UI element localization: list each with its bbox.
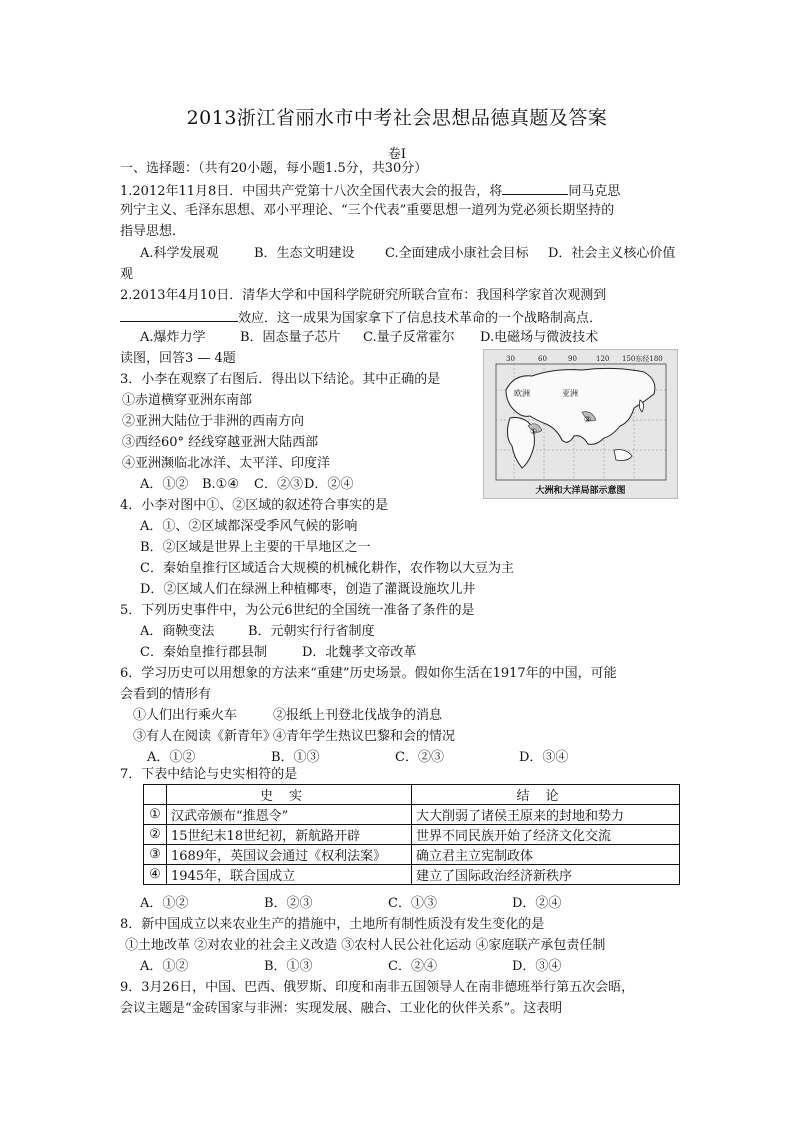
option-d: D．北魏孝文帝改革 — [302, 645, 417, 660]
question-6-options — [147, 749, 568, 767]
option-a: A．①② — [140, 959, 189, 974]
option-d: D.电磁场与微波技术 — [480, 330, 599, 345]
page-title: 2013浙江省丽水市中考社会思想品德真题及答案 — [186, 107, 608, 129]
column-header-fact: 史实 — [167, 785, 412, 805]
question-1-text-a: 1.2012年11月8日．中国共产党第十八次全国代表大会的报告，将 — [120, 184, 503, 199]
row-fact: 1689年，英国议会通过《权利法案》 — [167, 845, 412, 865]
answer-blank — [502, 181, 568, 195]
question-8-stem: 8．新中国成立以来农业生产的措施中，土地所有制性质没有发生变化的是 — [120, 917, 545, 932]
answer-blank — [120, 308, 238, 322]
row-number: ④ — [144, 865, 167, 885]
longitude-tick: 60 — [538, 355, 547, 363]
longitude-tick: 90 — [568, 355, 577, 363]
question-9-line-1: 9．3月26日，中国、巴西、俄罗斯、印度和南非五国领导人在南非德班举行第五次会晤， — [120, 980, 635, 995]
row-fact: 15世纪末18世纪初，新航路开辟 — [167, 825, 412, 845]
option-b: B．①③ — [264, 959, 313, 974]
table-row — [144, 805, 680, 825]
section-heading: 一、选择题：（共有20小题，每小题1.5分，共30分） — [120, 161, 428, 176]
region-2-label: ② — [584, 415, 592, 424]
question-7-options — [140, 895, 561, 913]
question-4-stem: 4．小李对图中①、②区域的叙述符合事实的是 — [120, 498, 389, 513]
option-c: C.量子反常霍尔 — [363, 330, 455, 345]
paper-part-label: 卷Ⅰ — [387, 147, 407, 162]
table-header-row — [144, 785, 680, 805]
option-b: B.①④ — [202, 477, 239, 492]
row-number: ② — [144, 825, 167, 845]
row-conclusion: 确立君主立宪制政体 — [412, 845, 680, 865]
option-c: C.全面建成小康社会目标 — [385, 246, 529, 261]
question-6-item-2: ②报纸上刊登北伐战争的消息 — [273, 708, 443, 723]
option-c: C．②③ — [254, 477, 303, 492]
row-fact: 1945年，联合国成立 — [167, 865, 412, 885]
question-6-item-4: ④青年学生热议巴黎和会的情况 — [273, 729, 456, 744]
question-6-item-3: ③有人在阅读《新青年》 — [133, 729, 277, 744]
question-1-options — [140, 245, 675, 263]
question-2-line-1: 2.2013年4月10日．清华大学和中国科学院研究所联合宣布：我国科学家首次观测到 — [120, 288, 607, 303]
question-6-items-row-2 — [133, 728, 455, 746]
row-conclusion: 大大削弱了诸侯王原来的封地和势力 — [412, 805, 680, 825]
question-5-options-row-1 — [140, 623, 375, 641]
table-row — [144, 825, 680, 845]
question-6-item-1: ①人们出行乘火车 — [133, 708, 238, 723]
longitude-tick: 30 — [506, 355, 515, 363]
history-table — [143, 784, 680, 885]
question-4-option-c: C．秦始皇推行区域适合大规模的机械化耕作，农作物以大豆为主 — [140, 561, 514, 576]
question-5-options-row-2 — [140, 644, 416, 662]
question-8-options — [140, 958, 561, 976]
option-b: B．固态量子芯片 — [240, 330, 341, 345]
question-6-line-2: 会看到的情形有 — [120, 687, 212, 702]
longitude-tick: 120 — [596, 355, 610, 363]
option-d: D．③④ — [512, 959, 562, 974]
map-caption: 大洲和大洋局部示意图 — [535, 486, 626, 496]
question-7-stem: 7．下表中结论与史实相符的是 — [120, 767, 298, 782]
question-5-stem: 5．下列历史事件中，为公元6世纪的全国统一准备了条件的是 — [120, 603, 475, 618]
question-4-option-b: B．②区域是世界上主要的干旱地区之一 — [140, 540, 371, 555]
row-conclusion: 建立了国际政治经济新秩序 — [412, 865, 680, 885]
question-3-item-3: ③西经60° 经线穿越亚洲大陆西部 — [122, 435, 319, 450]
question-6-items-row-1 — [133, 707, 442, 725]
row-number: ③ — [144, 845, 167, 865]
option-c: C．②④ — [388, 959, 437, 974]
option-a: A．①② — [140, 477, 189, 492]
question-3-item-4: ④亚洲濒临北冰洋、太平洋、印度洋 — [122, 456, 331, 471]
question-4-option-d: D．②区域人们在绿洲上种植椰枣，创造了灌溉设施坎儿井 — [140, 582, 476, 597]
question-1-line-2: 列宁主义、毛泽东思想、邓小平理论、“三个代表”重要思想一道列为党必须长期坚持的 — [120, 203, 615, 218]
table-row — [144, 845, 680, 865]
row-number: ① — [144, 805, 167, 825]
question-1-wrap: 观 — [120, 267, 134, 282]
option-b: B．生态文明建设 — [254, 246, 355, 261]
option-d: D．社会主义核心价值 — [548, 246, 676, 261]
option-a: A．①② — [140, 896, 189, 911]
option-c: C．①③ — [388, 896, 437, 911]
question-1-line-1 — [120, 181, 620, 201]
question-8-items: ①土地改革 ②对农业的社会主义改造 ③农村人民公社化运动 ④家庭联产承包责任制 — [125, 938, 606, 953]
table-row — [144, 865, 680, 885]
row-conclusion: 世界不同民族开始了经济文化交流 — [412, 825, 680, 845]
longitude-tick: 150东经180 — [622, 355, 663, 363]
question-3-item-2: ②亚洲大陆位于非洲的西南方向 — [122, 414, 305, 429]
question-3-stem: 3．小李在观察了右图后．得出以下结论。其中正确的是 — [120, 372, 441, 387]
option-c: C．②③ — [395, 750, 444, 765]
option-d: D．②④ — [304, 477, 354, 492]
asia-label: 亚洲 — [562, 389, 578, 398]
europe-label: 欧洲 — [514, 389, 530, 398]
option-a: A.爆炸力学 — [140, 330, 206, 345]
option-b: B．②③ — [264, 896, 313, 911]
region-1-label: ① — [530, 427, 538, 436]
option-c: C．秦始皇推行郡县制 — [140, 645, 267, 660]
question-4-option-a: A．①、②区域都深受季风气候的影响 — [140, 519, 358, 534]
question-2-options — [140, 329, 598, 347]
question-2-line-2 — [120, 308, 602, 328]
question-3-options — [140, 476, 353, 494]
question-1-line-3: 指导思想． — [120, 224, 186, 239]
option-b: B．元朝实行行省制度 — [248, 624, 375, 639]
row-fact: 汉武帝颁布“推恩令” — [167, 805, 412, 825]
option-a: A.科学发展观 — [140, 246, 219, 261]
question-6-line-1: 6．学习历史可以用想象的方法来“重建”历史场景。假如你生活在1917年的中国，可能 — [120, 666, 617, 681]
option-a: A．①② — [147, 750, 196, 765]
option-d: D．②④ — [512, 896, 562, 911]
option-b: B．①③ — [271, 750, 320, 765]
question-3-item-1: ①赤道横穿亚洲东南部 — [122, 393, 253, 408]
option-d: D．③④ — [519, 750, 569, 765]
reading-instruction: 读图，回答3 — 4题 — [120, 351, 236, 366]
continent-map-figure — [483, 349, 678, 499]
continent-map — [484, 350, 677, 498]
option-a: A．商鞅变法 — [140, 624, 215, 639]
question-1-text-b: 同马克思 — [568, 184, 621, 199]
column-header-conclusion: 结论 — [412, 785, 680, 805]
question-9-line-2: 会议主题是“金砖国家与非洲：实现发展、融合、工业化的伙伴关系”。这表明 — [120, 1001, 563, 1016]
question-2-text: 效应．这一成果为国家拿下了信息技术革命的一个战略制高点． — [238, 311, 603, 326]
